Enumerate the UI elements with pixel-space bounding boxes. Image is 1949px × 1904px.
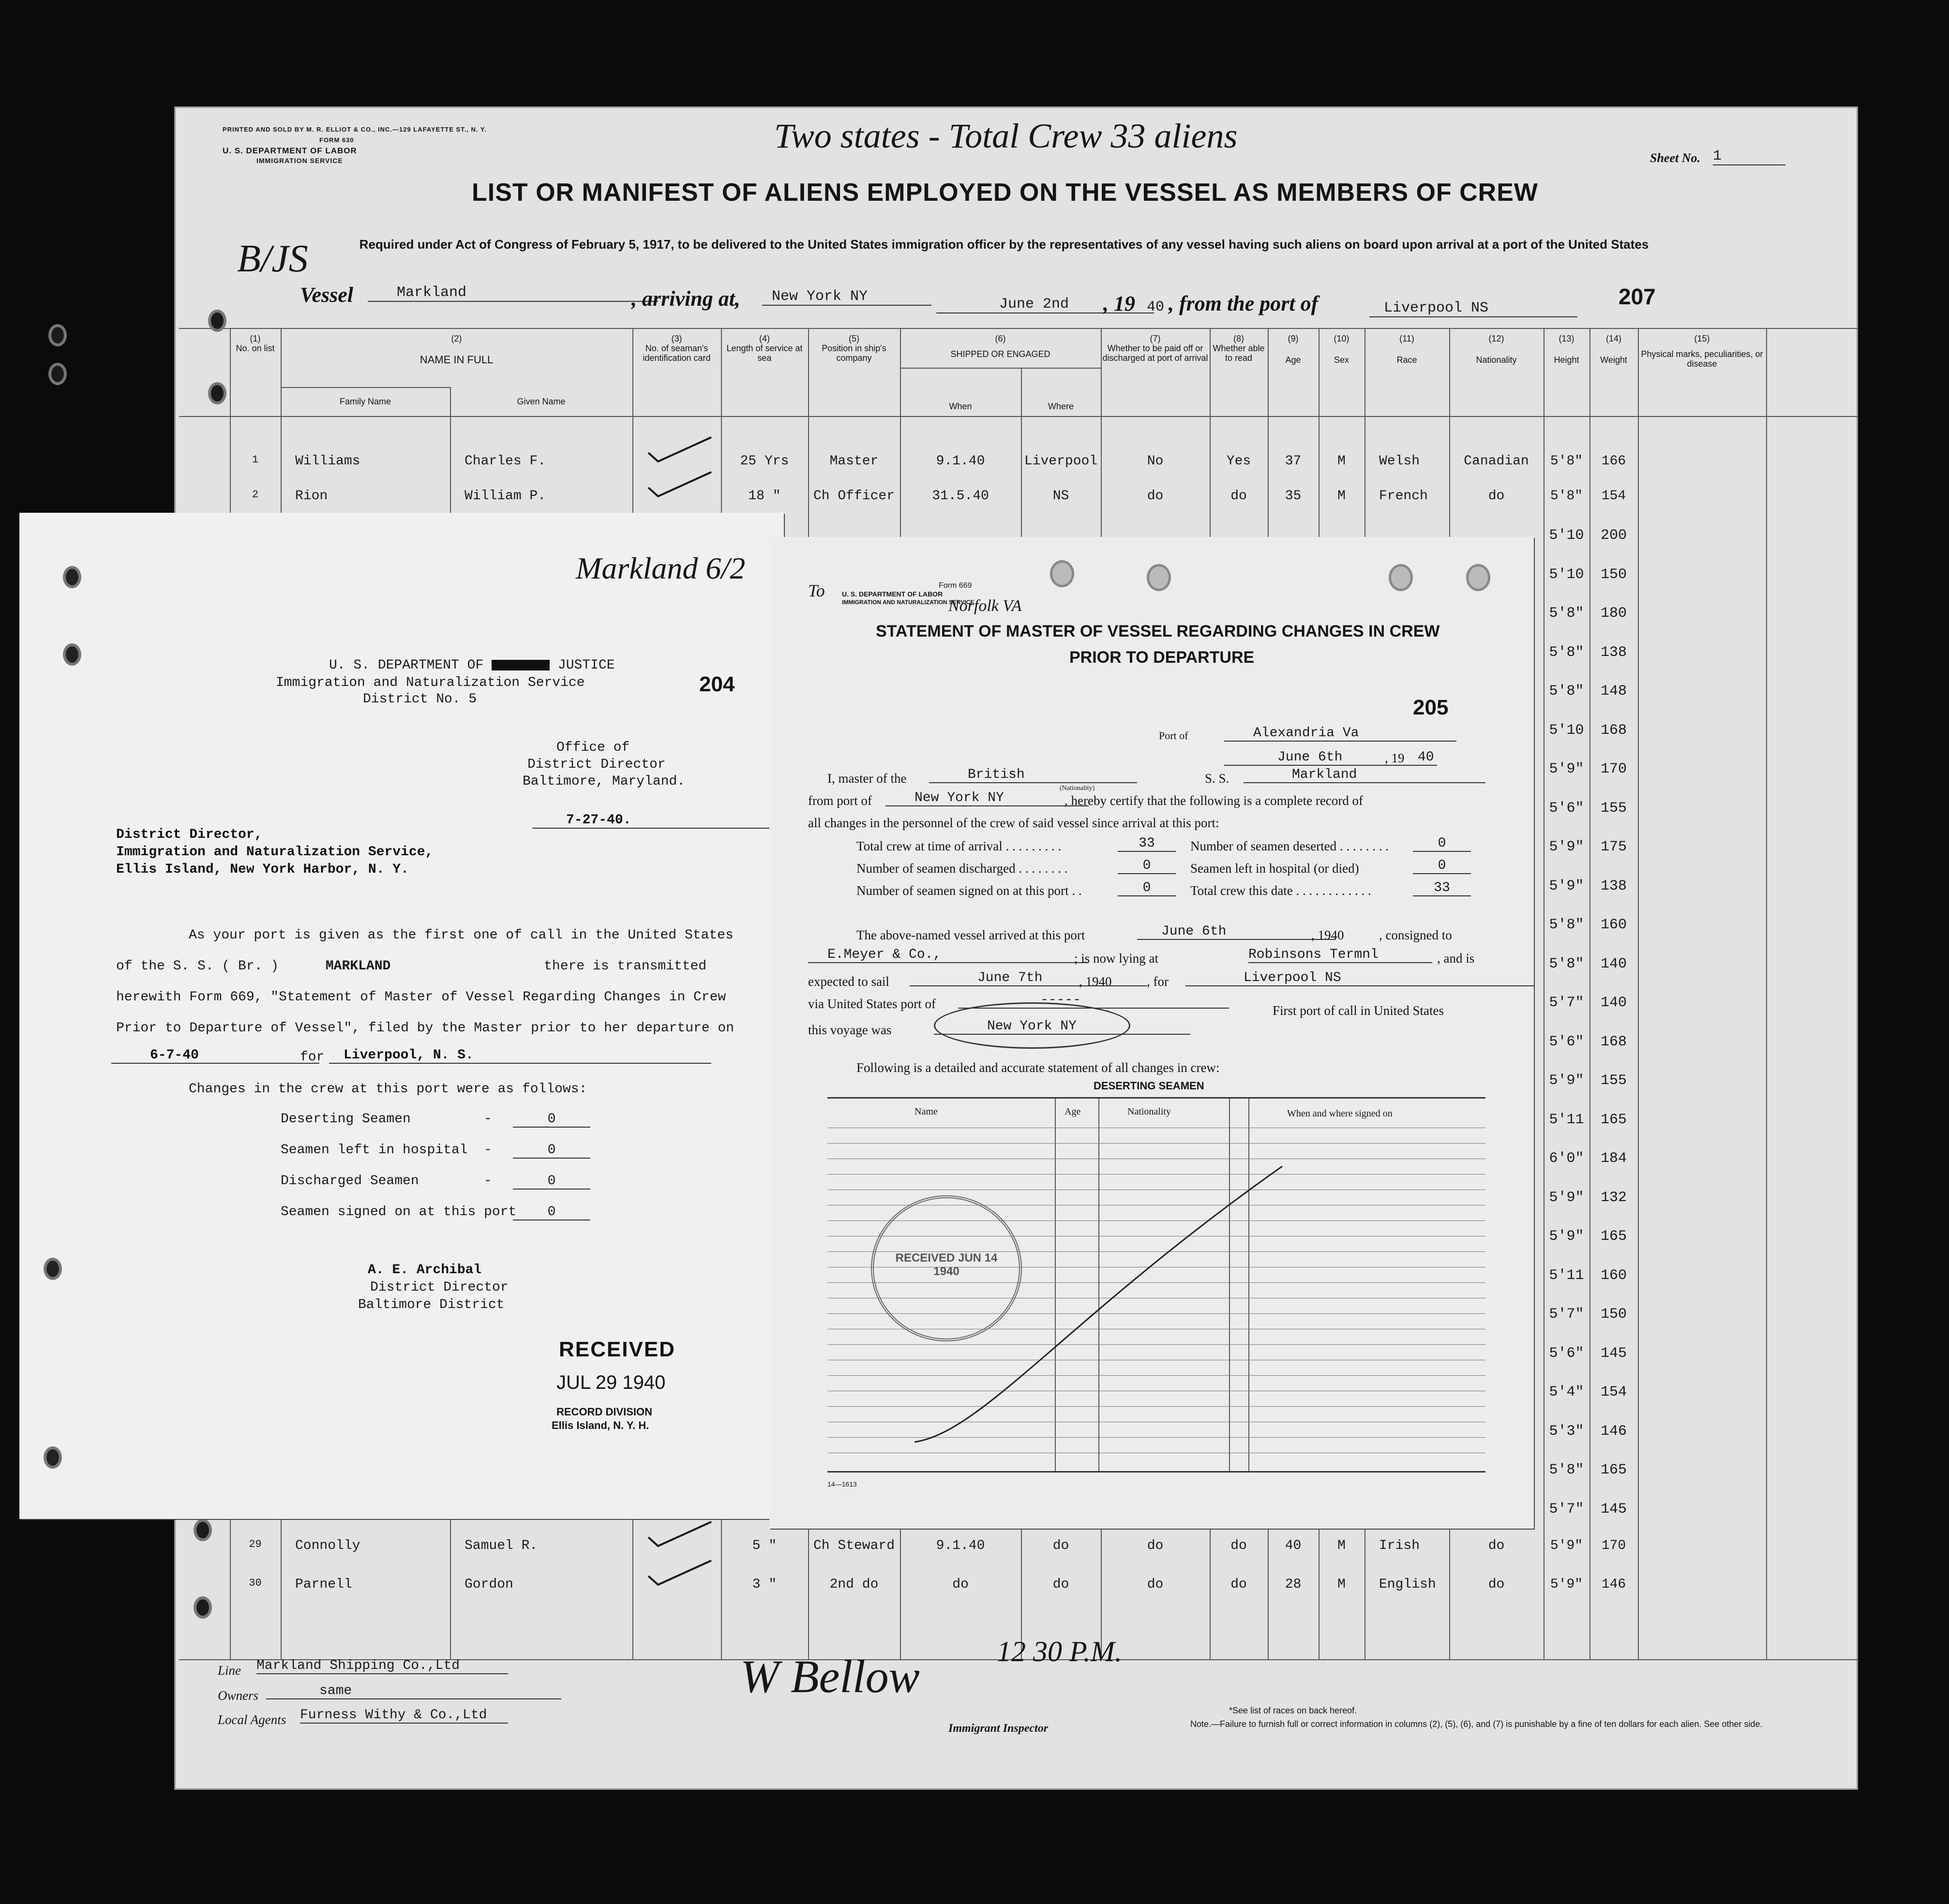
- table-cell-read: do: [1230, 1577, 1247, 1592]
- arrival-date: June 2nd: [936, 296, 1154, 313]
- and-is-label: , and is: [1437, 951, 1475, 966]
- form-year: 40: [1418, 750, 1434, 765]
- table-cell-service: 5 ": [752, 1538, 777, 1553]
- binder-hole: [208, 382, 226, 404]
- table-cell-read: do: [1230, 1538, 1247, 1553]
- letter-p1d: Prior to Departure of Vessel", filed by the Master prior to her departure on: [116, 1021, 735, 1036]
- binder-hole: [48, 324, 67, 346]
- col-header-1: (1) No. on list: [236, 334, 275, 353]
- departure-port: Liverpool NS: [1369, 300, 1577, 317]
- count-label: Number of seamen signed on at this port . .: [856, 883, 1082, 898]
- binder-hole: [194, 1519, 212, 1541]
- table-cell-height: 5'9": [1550, 1538, 1583, 1553]
- checkmark-icon: [644, 1558, 716, 1587]
- manifest-title: LIST OR MANIFEST OF ALIENS EMPLOYED ON THE VESSEL AS MEMBERS OF CREW: [472, 178, 1538, 207]
- master-nationality: British: [929, 767, 1137, 783]
- count-label: Total crew at time of arrival . . . . . . . . .: [856, 839, 1062, 853]
- form-service: IMMIGRATION AND NATURALIZATION SERVICE: [842, 599, 974, 606]
- weight-cell: 168: [1600, 722, 1627, 739]
- table-cell-given: William P.: [465, 489, 546, 504]
- th-name: Name: [915, 1106, 938, 1117]
- checkmark-icon: [644, 1519, 716, 1548]
- table-cell-paid: do: [1147, 1538, 1164, 1553]
- table-cell-height: 5'8": [1550, 454, 1583, 469]
- form-footer-code: 14—1613: [827, 1480, 857, 1488]
- letter-p1b: of the S. S. ( Br. ) MARKLAND there is transmitted: [116, 959, 707, 974]
- checkmark-icon: [644, 469, 716, 498]
- count-label: Number of seamen discharged . . . . . . . .: [856, 861, 1068, 876]
- table-cell-given: Charles F.: [465, 454, 546, 469]
- table-cell-sex: M: [1337, 1577, 1346, 1592]
- certify-text: , hereby certify that the following is a complete record of: [1064, 793, 1364, 808]
- height-cell: 5'9": [1549, 1189, 1584, 1206]
- letter-departure-port: Liverpool, N. S.: [329, 1048, 711, 1064]
- punch-hole: [1466, 564, 1490, 591]
- deserting-table: [827, 1097, 1485, 1473]
- following-label: Following is a detailed and accurate statement of all changes in crew:: [856, 1060, 1220, 1075]
- via-label: via United States port of: [808, 997, 936, 1011]
- col-header-15: (15) Physical marks, peculiarities, or disease: [1641, 334, 1763, 369]
- height-cell: 5'7": [1549, 995, 1584, 1011]
- col-header-when: When: [949, 402, 972, 411]
- height-cell: 5'8": [1549, 1462, 1584, 1478]
- change-dash: -: [484, 1174, 492, 1189]
- checkmark-icon: [644, 434, 716, 463]
- from-port-label: from port of: [808, 793, 872, 808]
- service-label: IMMIGRATION SERVICE: [256, 157, 343, 164]
- table-cell-weight: 170: [1601, 1538, 1626, 1553]
- weight-cell: 155: [1600, 1072, 1627, 1089]
- letter-district: District No. 5: [363, 692, 477, 707]
- master-label: I, master of the: [827, 771, 907, 786]
- table-cell-age: 40: [1285, 1538, 1302, 1553]
- sheet-label: Sheet No.: [1650, 151, 1700, 165]
- count-value: 33: [1118, 836, 1176, 852]
- table-cell-sex: M: [1337, 489, 1346, 504]
- count-label: Number of seamen deserted . . . . . . . .: [1190, 839, 1389, 853]
- count-value: 33: [1413, 880, 1471, 896]
- letter-service: Immigration and Naturalization Service: [276, 675, 585, 690]
- received-stamp-title: RECEIVED: [559, 1338, 675, 1361]
- height-cell: 5'9": [1549, 761, 1584, 777]
- ss-label: S. S.: [1205, 771, 1229, 786]
- table-cell-family: Rion: [295, 489, 328, 504]
- count-value: 0: [1413, 858, 1471, 874]
- table-cell-weight: 154: [1601, 489, 1626, 504]
- weight-cell: 165: [1600, 1111, 1627, 1128]
- col-header-10: (10) Sex: [1334, 334, 1349, 365]
- owners-label: Owners: [218, 1688, 259, 1703]
- table-cell-sex: M: [1337, 1538, 1346, 1553]
- year-label: , 19: [1103, 292, 1135, 315]
- table-cell-nationality: do: [1488, 489, 1505, 504]
- form-year-prefix: , 19: [1385, 751, 1405, 765]
- received-circular-stamp: RECEIVED JUN 14 1940: [871, 1195, 1022, 1341]
- for-label: , for: [1147, 974, 1169, 989]
- height-cell: 5'10: [1549, 566, 1584, 583]
- sail-date: June 7th: [910, 970, 1147, 986]
- district-director-letter: [19, 513, 784, 1519]
- table-cell-nationality: do: [1488, 1538, 1505, 1553]
- table-cell-nationality: do: [1488, 1577, 1505, 1592]
- table-cell-position: Master: [829, 454, 879, 469]
- height-cell: 5'6": [1549, 800, 1584, 817]
- table-cell-where: Liverpool: [1024, 454, 1098, 469]
- table-cell-service: 3 ": [752, 1577, 777, 1592]
- voyage-port: New York NY: [934, 1019, 1190, 1035]
- table-cell-when: 31.5.40: [932, 489, 989, 504]
- redaction-bar: [492, 660, 550, 670]
- change-label: Discharged Seamen: [281, 1174, 419, 1189]
- form-title-line1: STATEMENT OF MASTER OF VESSEL REGARDING CHANGES IN CREW: [876, 622, 1440, 640]
- table-cell-no: 1: [252, 454, 259, 466]
- weight-cell: 180: [1600, 605, 1627, 622]
- height-cell: 5'8": [1549, 917, 1584, 933]
- for-port: Liverpool NS: [1185, 970, 1534, 986]
- form-number: FORM 630: [319, 136, 354, 144]
- weight-cell: 140: [1600, 955, 1627, 972]
- height-cell: 5'4": [1549, 1384, 1584, 1400]
- received-stamp-place: Ellis Island, N. Y. H.: [552, 1419, 649, 1431]
- table-cell-no: 30: [249, 1577, 262, 1589]
- col-header-13: (13) Height: [1554, 334, 1579, 365]
- letter-office1: Office of: [556, 740, 630, 755]
- table-cell-when: 9.1.40: [936, 454, 985, 469]
- weight-cell: 165: [1600, 1228, 1627, 1245]
- count-value: 0: [1118, 858, 1176, 874]
- line-label: Line: [218, 1663, 241, 1678]
- height-cell: 5'9": [1549, 839, 1584, 855]
- weight-cell: 150: [1600, 1306, 1627, 1323]
- change-label: Seamen left in hospital: [281, 1143, 468, 1158]
- consignee: E.Meyer & Co.,: [808, 947, 1089, 963]
- vessel-name: Markland: [368, 284, 658, 302]
- table-cell-height: 5'8": [1550, 489, 1583, 504]
- binder-hole: [63, 566, 81, 588]
- table-cell-given: Samuel R.: [465, 1538, 538, 1553]
- letter-handwritten-note: Markland 6/2: [576, 551, 746, 585]
- col-header-11: (11) Race: [1396, 334, 1417, 365]
- col-header-5: (5) Position in ship's company: [822, 334, 886, 363]
- agents-label: Local Agents: [218, 1712, 286, 1727]
- consigned-label: , consigned to: [1379, 928, 1452, 942]
- letter-date: 7-27-40.: [532, 813, 769, 829]
- table-cell-service: 18 ": [748, 489, 781, 504]
- table-cell-where: NS: [1052, 489, 1069, 504]
- footnote-penalty: Note.—Failure to furnish full or correct information in columns (2), (5), (6), and (7) is punishable by a fine of ten dollars for each alien. See other side.: [1190, 1719, 1763, 1729]
- voyage-label: this voyage was: [808, 1023, 892, 1037]
- table-cell-where: do: [1052, 1577, 1069, 1592]
- handwritten-header: Two states - Total Crew 33 aliens: [774, 117, 1238, 155]
- change-value: 0: [513, 1143, 590, 1159]
- height-cell: 5'10: [1549, 722, 1584, 739]
- form-669-statement: [769, 537, 1534, 1529]
- th-age: Age: [1064, 1106, 1081, 1117]
- table-cell-weight: 166: [1601, 454, 1626, 469]
- table-cell-position: Ch Officer: [813, 489, 895, 504]
- manifest-subtitle: Required under Act of Congress of February 5, 1917, to be delivered to the United States immigration officer by the representatives of any vessel having such aliens on board upon arrival at a port of the United States: [359, 237, 1649, 252]
- table-cell-where: do: [1052, 1538, 1069, 1553]
- col-header-where: Where: [1048, 402, 1074, 411]
- binder-hole: [48, 363, 67, 385]
- vessel-label: Vessel: [300, 283, 353, 307]
- col-header-4: (4) Length of service at sea: [726, 334, 803, 363]
- col-header-7: (7) Whether to be paid off or discharged at port of arrival: [1102, 334, 1208, 363]
- certify-text-2: all changes in the personnel of the crew of said vessel since arrival at this port:: [808, 816, 1219, 830]
- table-cell-service: 25 Yrs: [740, 454, 789, 469]
- letter-for-label: for: [300, 1050, 325, 1065]
- col-header-8: (8) Whether able to read: [1213, 334, 1265, 363]
- sheet-number: 1: [1713, 148, 1785, 165]
- table-cell-when: 9.1.40: [936, 1538, 985, 1553]
- weight-cell: 155: [1600, 800, 1627, 817]
- height-cell: 5'6": [1549, 1345, 1584, 1362]
- inspector-label: Immigrant Inspector: [948, 1722, 1049, 1735]
- th-nationality: Nationality: [1127, 1106, 1171, 1117]
- col-header-given-name: Given Name: [517, 397, 566, 406]
- received-stamp-date: JUL 29 1940: [556, 1372, 666, 1393]
- weight-cell: 150: [1600, 566, 1627, 583]
- table-cell-paid: do: [1147, 1577, 1164, 1592]
- table-cell-age: 37: [1285, 454, 1302, 469]
- table-cell-paid: do: [1147, 489, 1164, 504]
- letter-number: 204: [699, 672, 735, 696]
- weight-cell: 170: [1600, 761, 1627, 777]
- table-cell-weight: 146: [1601, 1577, 1626, 1592]
- form-dept: U. S. DEPARTMENT OF LABOR: [842, 590, 943, 598]
- change-value: 0: [513, 1205, 590, 1220]
- change-dash: -: [484, 1112, 492, 1127]
- height-cell: 5'10: [1549, 527, 1584, 544]
- letter-addr1: District Director,: [116, 827, 263, 842]
- height-cell: 5'7": [1549, 1306, 1584, 1323]
- weight-cell: 160: [1600, 917, 1627, 933]
- stamp-number: 207: [1619, 284, 1656, 309]
- binder-hole: [208, 310, 226, 332]
- form-date: June 6th: [1224, 750, 1437, 766]
- arrived-label: The above-named vessel arrived at this port: [856, 928, 1085, 942]
- letter-office2: District Director: [527, 757, 666, 772]
- table-header-rule: [179, 416, 1858, 417]
- col-header-2: (2) NAME IN FULL: [420, 334, 494, 366]
- weight-cell: 168: [1600, 1033, 1627, 1050]
- letter-changes-intro: Changes in the crew at this port were as follows:: [189, 1082, 587, 1097]
- from-port-label: , from the port of: [1169, 292, 1319, 315]
- table-cell-age: 35: [1285, 489, 1302, 504]
- form-title-line2: PRIOR TO DEPARTURE: [1069, 648, 1255, 667]
- table-cell-age: 28: [1285, 1577, 1302, 1592]
- form-number: Form 669: [939, 581, 972, 590]
- letter-signer: A. E. Archibal: [368, 1263, 482, 1278]
- change-dash: -: [484, 1143, 492, 1158]
- expected-label: expected to sail: [808, 974, 889, 989]
- table-cell-when: do: [952, 1577, 969, 1592]
- height-cell: 5'11: [1549, 1267, 1584, 1284]
- height-cell: 5'9": [1549, 1228, 1584, 1245]
- th-when-where: When and where signed on: [1287, 1108, 1393, 1119]
- owners-value: same: [266, 1683, 561, 1699]
- punch-hole: [1389, 564, 1413, 591]
- form-to-label: To: [808, 581, 825, 600]
- table-cell-no: 29: [249, 1538, 262, 1550]
- letter-departure-date: 6-7-40: [111, 1048, 319, 1064]
- table-cell-race: Welsh: [1379, 454, 1420, 469]
- col-header-3: (3) No. of seaman's identification card: [643, 334, 711, 363]
- agents-value: Furness Withy & Co.,Ltd: [300, 1708, 508, 1724]
- change-label: Deserting Seamen: [281, 1112, 411, 1127]
- col-header-family-name: Family Name: [339, 397, 391, 406]
- change-value: 0: [513, 1174, 590, 1190]
- table-cell-family: Williams: [295, 454, 360, 469]
- arrival-year: 40: [1147, 299, 1165, 315]
- table-cell-race: Irish: [1379, 1538, 1420, 1553]
- weight-cell: 146: [1600, 1423, 1627, 1440]
- table-cell-paid: No: [1147, 454, 1164, 469]
- table-cell-family: Parnell: [295, 1577, 352, 1592]
- letter-office3: Baltimore, Maryland.: [523, 774, 686, 789]
- department-label: U. S. DEPARTMENT OF LABOR: [223, 146, 357, 155]
- punch-hole: [1050, 560, 1074, 587]
- deserting-header: DESERTING SEAMEN: [1094, 1080, 1204, 1092]
- table-cell-race: French: [1379, 489, 1428, 504]
- weight-cell: 160: [1600, 1267, 1627, 1284]
- form-handwritten-port: Norfolk VA: [948, 597, 1022, 615]
- count-label: Total crew this date . . . . . . . . . . . .: [1190, 883, 1371, 898]
- arrived-date: June 6th: [1137, 924, 1335, 940]
- table-cell-given: Gordon: [465, 1577, 513, 1592]
- col-header-12: (12) Nationality: [1476, 334, 1517, 365]
- height-cell: 5'8": [1549, 955, 1584, 972]
- binder-hole: [44, 1446, 62, 1469]
- letter-p1a: As your port is given as the first one of call in the United States: [189, 928, 734, 943]
- time-annotation: 12 30 P.M.: [997, 1636, 1122, 1667]
- height-cell: 5'8": [1549, 644, 1584, 661]
- arrival-port: New York NY: [762, 288, 931, 306]
- table-cell-family: Connolly: [295, 1538, 360, 1553]
- height-cell: 5'8": [1549, 605, 1584, 622]
- height-cell: 5'7": [1549, 1501, 1584, 1517]
- count-value: 0: [1118, 880, 1176, 896]
- lying-label: ; is now lying at: [1074, 951, 1158, 966]
- weight-cell: 200: [1600, 527, 1627, 544]
- letter-addr3: Ellis Island, New York Harbor, N. Y.: [116, 862, 409, 877]
- arriving-label: , arriving at,: [631, 287, 740, 311]
- first-call-label: First port of call in United States: [1273, 1003, 1444, 1018]
- count-label: Seamen left in hospital (or died): [1190, 861, 1359, 876]
- binder-hole: [63, 643, 81, 666]
- punch-hole: [1147, 564, 1171, 591]
- letter-dept: U. S. DEPARTMENT OF JUSTICE: [329, 658, 615, 673]
- weight-cell: 154: [1600, 1384, 1627, 1400]
- weight-cell: 138: [1600, 644, 1627, 661]
- table-cell-position: 2nd do: [829, 1577, 879, 1592]
- table-cell-race: English: [1379, 1577, 1436, 1592]
- weight-cell: 165: [1600, 1462, 1627, 1478]
- letter-p1c: herewith Form 669, "Statement of Master of Vessel Regarding Changes in Crew: [116, 990, 726, 1005]
- weight-cell: 145: [1600, 1501, 1627, 1517]
- letter-signer-title1: District Director: [370, 1280, 509, 1295]
- form-number-stamp: 205: [1413, 696, 1449, 719]
- height-cell: 5'8": [1549, 683, 1584, 699]
- nationality-caption: (Nationality): [1060, 785, 1095, 792]
- weight-cell: 145: [1600, 1345, 1627, 1362]
- table-cell-position: Ch Steward: [813, 1538, 895, 1553]
- weight-cell: 140: [1600, 995, 1627, 1011]
- weight-cell: 148: [1600, 683, 1627, 699]
- berth: Robinsons Termnl: [1248, 947, 1432, 963]
- col-header-6: (6) SHIPPED OR ENGAGED: [950, 334, 1050, 359]
- weight-cell: 132: [1600, 1189, 1627, 1206]
- weight-cell: 175: [1600, 839, 1627, 855]
- arrived-year: , 1940: [1311, 928, 1344, 942]
- binder-hole: [194, 1596, 212, 1619]
- footnote-races: *See list of races on back hereof.: [1229, 1706, 1357, 1715]
- height-cell: 6'0": [1549, 1150, 1584, 1167]
- letter-signer-title2: Baltimore District: [358, 1297, 505, 1312]
- line-value: Markland Shipping Co.,Ltd: [256, 1658, 508, 1674]
- height-cell: 5'11: [1549, 1111, 1584, 1128]
- col-header-14: (14) Weight: [1600, 334, 1627, 365]
- change-label: Seamen signed on at this port: [281, 1205, 517, 1220]
- table-cell-nationality: Canadian: [1464, 454, 1529, 469]
- weight-cell: 138: [1600, 878, 1627, 894]
- table-cell-no: 2: [252, 489, 259, 501]
- port-label: Port of: [1159, 729, 1188, 742]
- height-cell: 5'9": [1549, 878, 1584, 894]
- handwritten-circle: [934, 1002, 1130, 1049]
- table-cell-read: do: [1230, 489, 1247, 504]
- table-cell-height: 5'9": [1550, 1577, 1583, 1592]
- count-value: 0: [1413, 836, 1471, 852]
- via-port: -----: [958, 993, 1229, 1009]
- port-value: Alexandria Va: [1224, 726, 1456, 742]
- sail-year: , 1940: [1079, 974, 1112, 989]
- ship-name: Markland: [1244, 767, 1485, 783]
- received-stamp-division: RECORD DIVISION: [556, 1406, 653, 1418]
- height-cell: 5'9": [1549, 1072, 1584, 1089]
- printer-line: PRINTED AND SOLD BY M. R. ELLIOT & CO., INC.—129 LAFAYETTE ST., N. Y.: [223, 126, 487, 133]
- letter-addr2: Immigration and Naturalization Service,: [116, 845, 434, 860]
- col-header-9: (9) Age: [1285, 334, 1301, 365]
- table-cell-read: Yes: [1226, 454, 1251, 469]
- change-value: 0: [513, 1112, 590, 1128]
- height-cell: 5'3": [1549, 1423, 1584, 1440]
- handwritten-initials: B/JS: [237, 238, 308, 280]
- table-cell-sex: M: [1337, 454, 1346, 469]
- binder-hole: [44, 1258, 62, 1280]
- height-cell: 5'6": [1549, 1033, 1584, 1050]
- from-port-value: New York NY: [885, 790, 1089, 806]
- table-top-rule: [179, 328, 1858, 329]
- inspector-signature: W Bellow: [740, 1651, 920, 1702]
- weight-cell: 184: [1600, 1150, 1627, 1167]
